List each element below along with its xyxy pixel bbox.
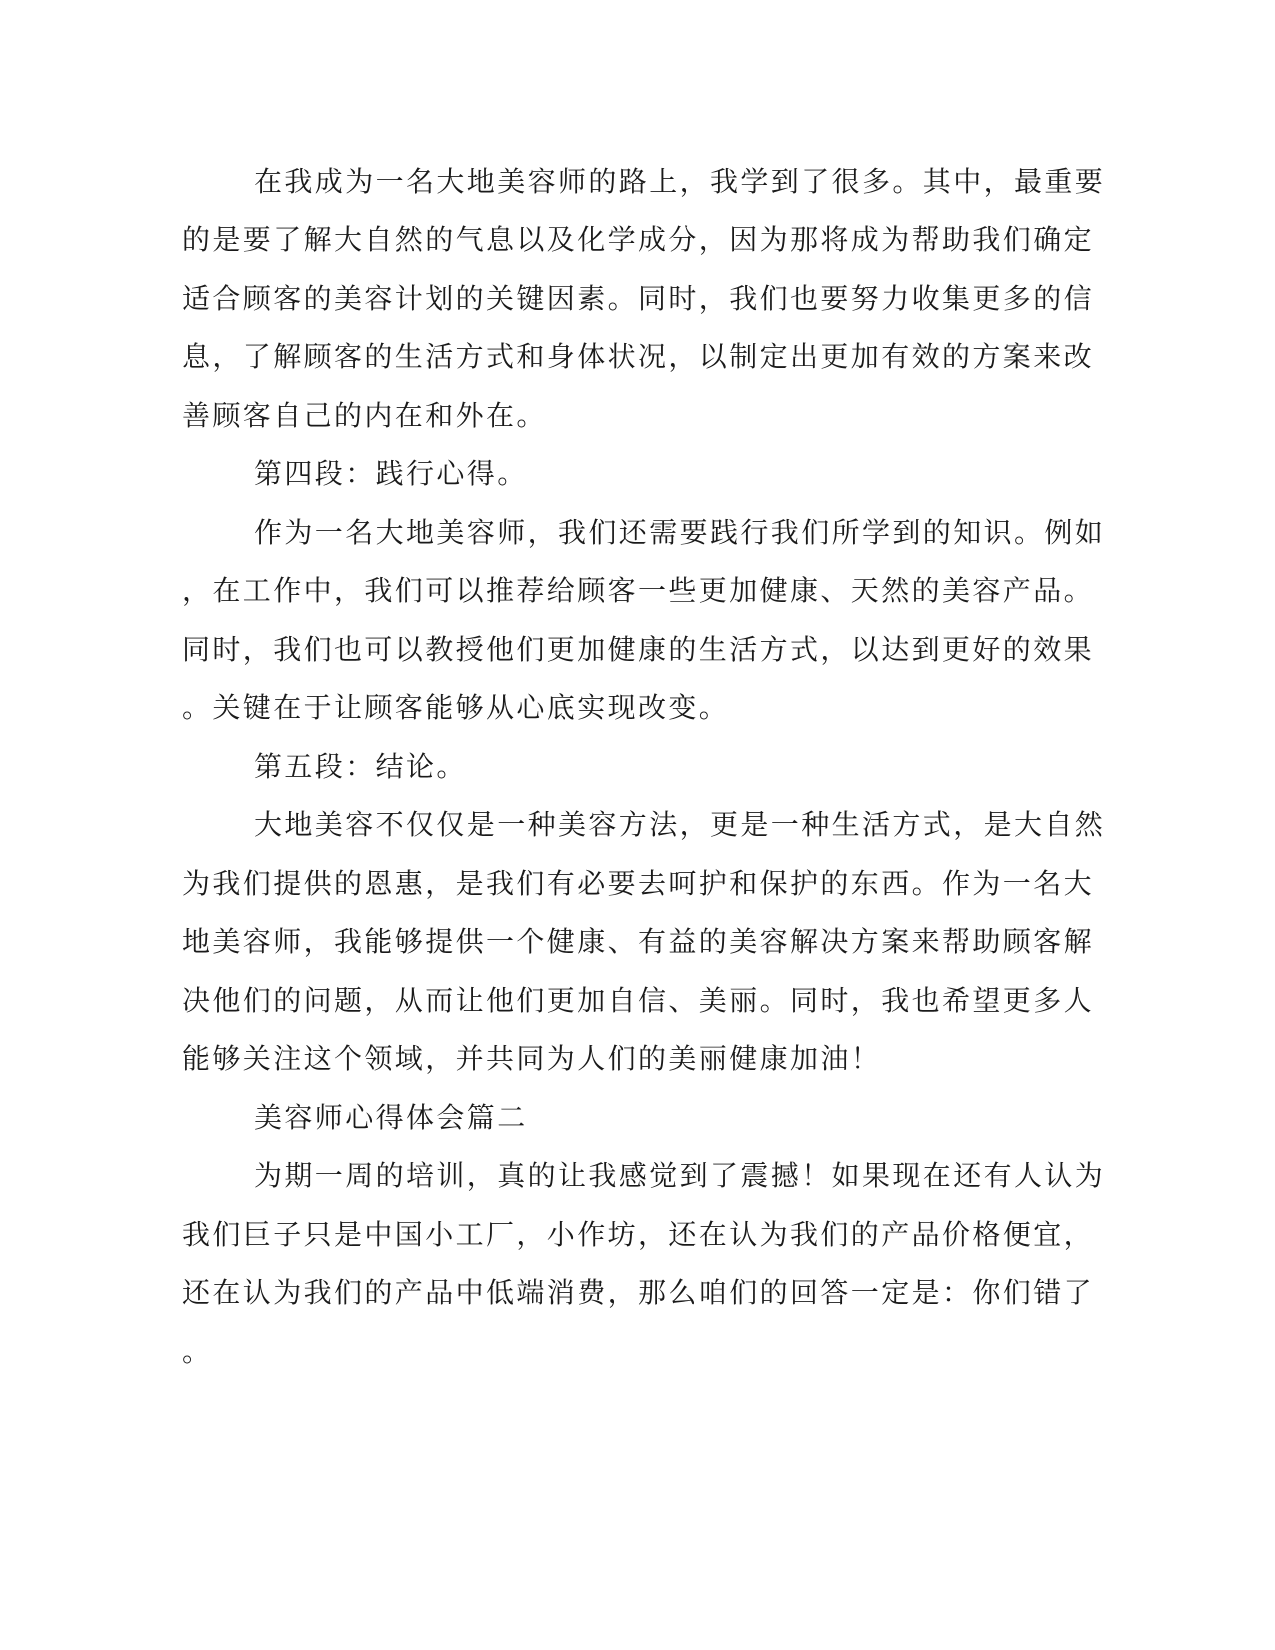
paragraph-line: 。 xyxy=(182,1335,213,1368)
paragraph-line: 作为一名大地美容师，我们还需要践行我们所学到的知识。例如 xyxy=(254,516,1106,549)
section-heading: 第五段：结论。 xyxy=(254,750,467,783)
paragraph-line: 为期一周的培训，真的让我感觉到了震撼！如果现在还有人认为 xyxy=(254,1159,1106,1192)
paragraph-line: 。关键在于让顾客能够从心底实现改变。 xyxy=(182,691,730,724)
article-title: 美容师心得体会篇二 xyxy=(254,1101,528,1134)
section-heading: 第四段：践行心得。 xyxy=(254,457,528,490)
paragraph-line: 适合顾客的美容计划的关键因素。同时，我们也要努力收集更多的信 xyxy=(182,282,1095,315)
paragraph-line: 大地美容不仅仅是一种美容方法，更是一种生活方式，是大自然 xyxy=(254,808,1106,841)
paragraph-line: 还在认为我们的产品中低端消费，那么咱们的回答一定是：你们错了 xyxy=(182,1276,1095,1309)
paragraph-line: 在我成为一名大地美容师的路上，我学到了很多。其中，最重要 xyxy=(254,165,1106,198)
paragraph-line: 善顾客自己的内在和外在。 xyxy=(182,399,547,432)
paragraph-line: ，在工作中，我们可以推荐给顾客一些更加健康、天然的美容产品。 xyxy=(182,574,1095,607)
paragraph-line: 地美容师，我能够提供一个健康、有益的美容解决方案来帮助顾客解 xyxy=(182,925,1095,958)
paragraph-line: 决他们的问题，从而让他们更加自信、美丽。同时，我也希望更多人 xyxy=(182,984,1095,1017)
paragraph-line: 为我们提供的恩惠，是我们有必要去呵护和保护的东西。作为一名大 xyxy=(182,867,1095,900)
paragraph-line: 同时，我们也可以教授他们更加健康的生活方式，以达到更好的效果 xyxy=(182,633,1095,666)
paragraph-line: 息，了解顾客的生活方式和身体状况，以制定出更加有效的方案来改 xyxy=(182,340,1095,373)
paragraph-line: 能够关注这个领域，并共同为人们的美丽健康加油！ xyxy=(182,1042,882,1075)
paragraph-line: 的是要了解大自然的气息以及化学成分，因为那将成为帮助我们确定 xyxy=(182,223,1095,256)
paragraph-line: 我们巨子只是中国小工厂，小作坊，还在认为我们的产品价格便宜， xyxy=(182,1218,1095,1251)
